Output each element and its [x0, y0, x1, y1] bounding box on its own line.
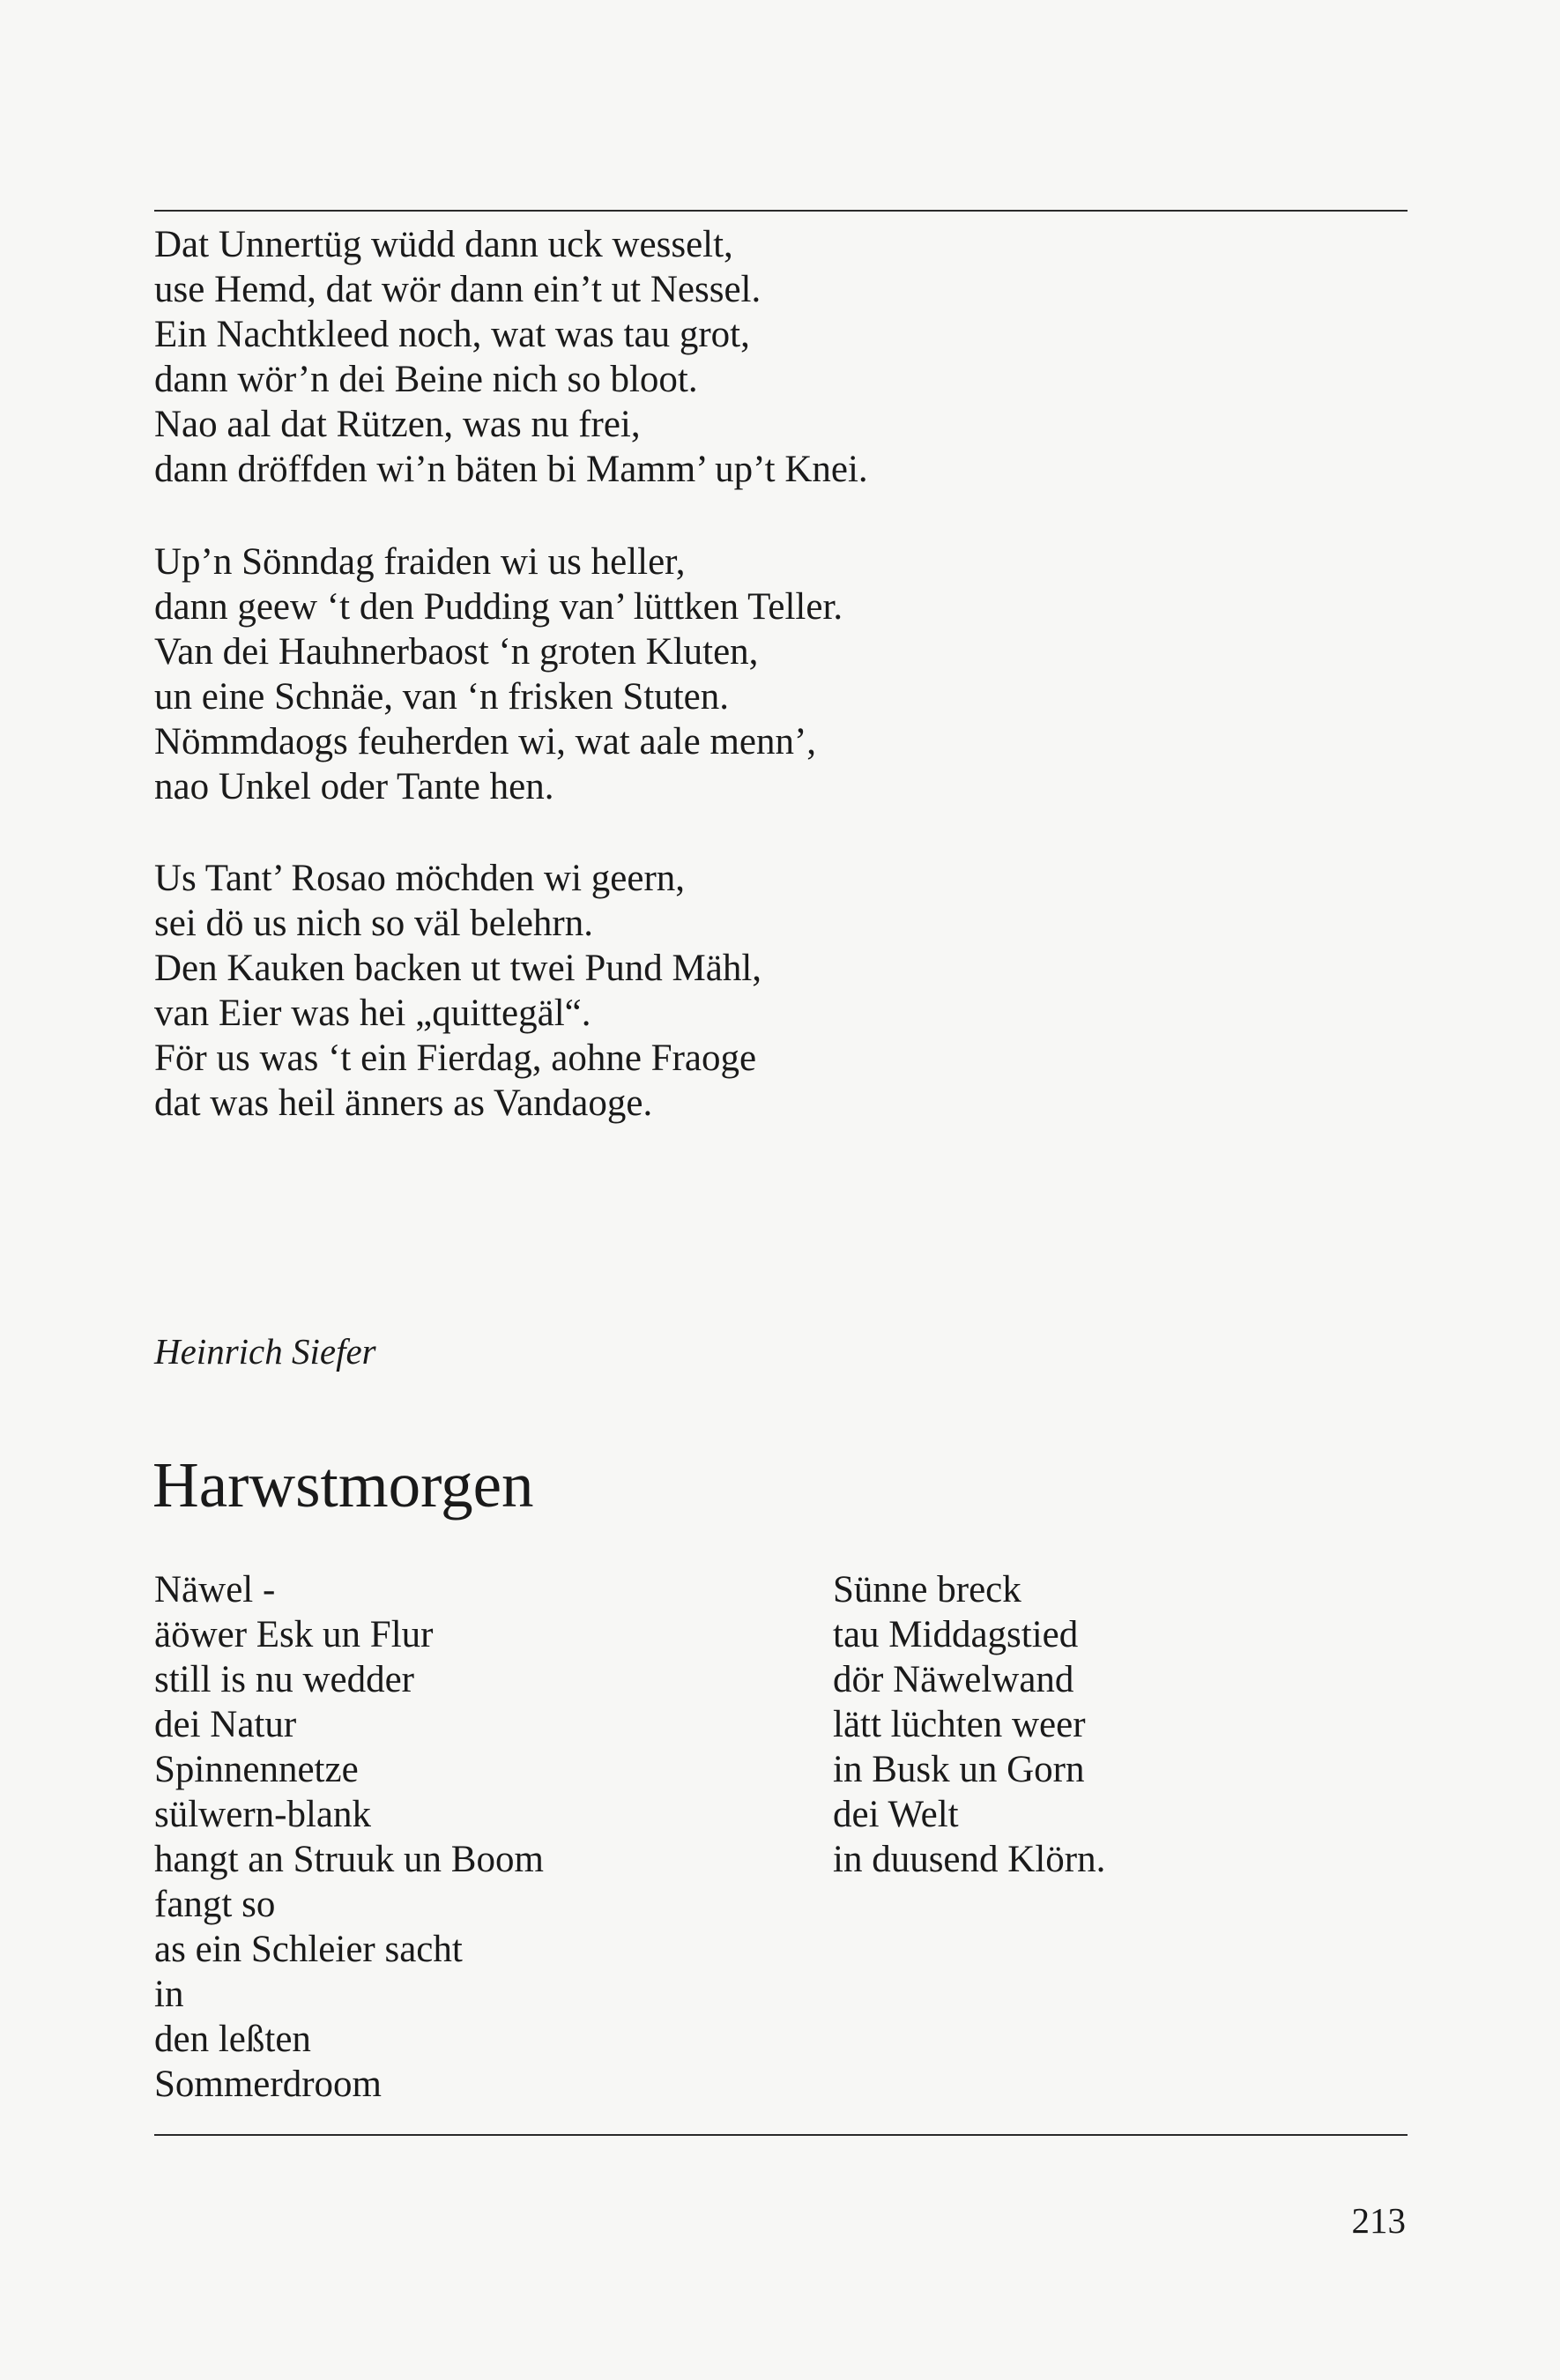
verse-line: dei Natur	[154, 1704, 297, 1745]
verse-line: tau Middagstied	[833, 1614, 1079, 1655]
verse-line: dör Näwelwand	[833, 1659, 1074, 1700]
verse-line: Ein Nachtkleed noch, wat was tau grot,	[154, 314, 750, 355]
verse-line: Van dei Hauhnerbaost ‘n groten Kluten,	[154, 631, 759, 673]
poem2-left-column	[154, 1567, 544, 2107]
verse-line: Us Tant’ Rosao möchden wi geern,	[154, 858, 686, 899]
poem1-stanza-2	[154, 539, 843, 809]
verse-line: Nömmdaogs feuherden wi, wat aale menn’,	[154, 721, 817, 762]
verse-line: in	[154, 1974, 184, 2015]
verse-line: dann wör’n dei Beine nich so bloot.	[154, 359, 698, 400]
top-rule	[154, 210, 1408, 212]
verse-line: Sommerdroom	[154, 2064, 382, 2105]
verse-line: sei dö us nich so väl belehrn.	[154, 903, 593, 944]
verse-line: van Eier was hei „quittegäl“.	[154, 993, 591, 1034]
verse-line: dann dröffden wi’n bäten bi Mamm’ up’t Knei.	[154, 449, 868, 490]
verse-line: För us was ‘t ein Fierdag, aohne Fraoge	[154, 1038, 757, 1079]
poem1-stanza-1	[154, 222, 868, 492]
verse-line: use Hemd, dat wör dann ein’t ut Nessel.	[154, 269, 761, 310]
page-number: 213	[1351, 2200, 1406, 2241]
verse-line: nao Unkel oder Tante hen.	[154, 766, 554, 807]
verse-line: Up’n Sönndag fraiden wi us heller,	[154, 541, 686, 583]
verse-line: Näwel -	[154, 1569, 276, 1610]
verse-line: dann geew ‘t den Pudding van’ lüttken Teller.	[154, 586, 843, 628]
verse-line: still is nu wedder	[154, 1659, 414, 1700]
verse-line: äöwer Esk un Flur	[154, 1614, 434, 1655]
verse-line: hangt an Struuk un Boom	[154, 1839, 544, 1880]
verse-line: den leßten	[154, 2019, 311, 2060]
poem-title: Harwstmorgen	[152, 1449, 534, 1521]
poem-author: Heinrich Siefer	[154, 1331, 376, 1372]
poem2-right-column	[833, 1567, 1105, 1882]
verse-line: Dat Unnertüg wüdd dann uck wesselt,	[154, 224, 733, 265]
verse-line: sülwern-blank	[154, 1794, 371, 1835]
poem1-stanza-3	[154, 856, 761, 1126]
verse-line: un eine Schnäe, van ‘n frisken Stuten.	[154, 676, 729, 718]
verse-line: as ein Schleier sacht	[154, 1929, 463, 1970]
verse-line: dat was heil änners as Vandaoge.	[154, 1082, 653, 1124]
verse-line: Nao aal dat Rützen, was nu frei,	[154, 404, 641, 445]
verse-line: Sünne breck	[833, 1569, 1021, 1610]
verse-line: lätt lüchten weer	[833, 1704, 1086, 1745]
verse-line: Den Kauken backen ut twei Pund Mähl,	[154, 948, 762, 989]
bottom-rule	[154, 2134, 1408, 2136]
verse-line: in Busk un Gorn	[833, 1749, 1085, 1790]
verse-line: in duusend Klörn.	[833, 1839, 1106, 1880]
verse-line: dei Welt	[833, 1794, 959, 1835]
verse-line: fangt so	[154, 1884, 276, 1925]
verse-line: Spinnennetze	[154, 1749, 359, 1790]
